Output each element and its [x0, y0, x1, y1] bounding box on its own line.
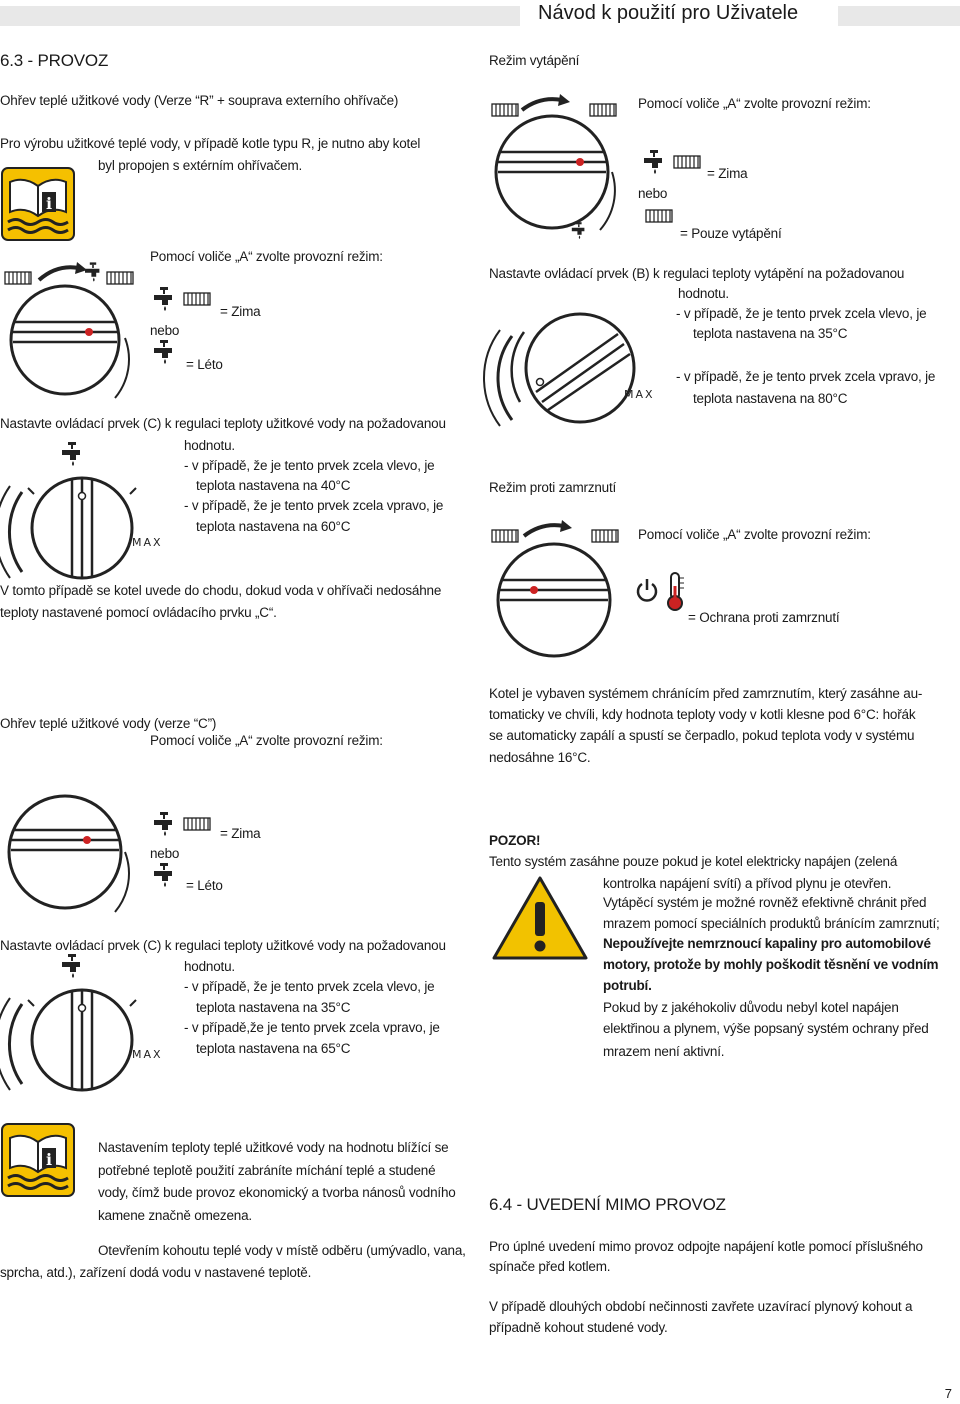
info-line-3: vody, čímž bude provoz ekonomický a tvorba nánosů vodního [98, 1185, 456, 1200]
selector-dial-a-r [5, 248, 145, 408]
info-line-5: Otevřením kohoutu teplé vody v místě odběru (umývadlo, vana, [98, 1243, 466, 1258]
info-book-icon [2, 168, 74, 240]
max-label: MAX [132, 1048, 163, 1061]
knob-c-r [0, 440, 175, 580]
c-zima-label: = Zima [220, 826, 261, 841]
frost-select-mode-text: Pomocí voliče „A“ zvolte provozní režim: [638, 527, 871, 542]
r-note-line-2: teploty nastavené pomocí ovládacího prvku „C“. [0, 605, 277, 620]
radiator-icon [646, 208, 676, 228]
c-left-line-1: - v případě, že je tento prvek zcela vlevo, je [184, 979, 435, 994]
zima-icons-heat [644, 150, 714, 180]
frost-desc-line-2: tomaticky ve chvíli, kdy hodnota teploty vody v kotli klesne pod 6°C: hořák [489, 707, 916, 722]
shutdown-line-3: V případě dlouhých období nečinnosti zavřete uzavírací plynový kohout a [489, 1299, 913, 1314]
thermometer-icon [664, 572, 686, 612]
section-title-shutdown: 6.4 - UVEDENÍ MIMO PROVOZ [489, 1195, 726, 1214]
frost-protection-label: = Ochrana proti zamrznutí [688, 610, 840, 625]
r-right-line-2: teplota nastavena na 60°C [196, 519, 351, 534]
max-label: MAX [624, 388, 655, 401]
r-adjust-line-2: hodnotu. [184, 438, 235, 453]
heat-only-label: = Pouze vytápění [680, 226, 782, 241]
warning-line-6: motory, protože by mohly poškodit těsnění ve vodním [603, 957, 939, 972]
warning-icon [490, 874, 590, 962]
frost-heading: Režim proti zamrznutí [489, 480, 617, 495]
heat-heading: Režim vytápění [489, 53, 580, 68]
frost-desc-line-1: Kotel je vybaven systémem chránícím před zamrznutím, který zasáhne au- [489, 686, 923, 701]
warning-line-7: potrubí. [603, 978, 652, 993]
selector-dial-a-frost [492, 508, 632, 658]
frost-desc-line-4: nedosáhne 16°C. [489, 750, 591, 765]
selector-dial-a-c [5, 782, 145, 922]
r-left-line-1: - v případě, že je tento prvek zcela vlevo, je [184, 458, 435, 473]
info-line-4: kamene značně omezena. [98, 1208, 252, 1223]
r-zima-label: = Zima [220, 304, 261, 319]
c-right-line-2: teplota nastavena na 65°C [196, 1041, 351, 1056]
power-icon [636, 578, 658, 602]
warning-line-3: Vytápěcí systém je možné rovněž efektivně chránit před [603, 895, 927, 910]
c-select-mode-text: Pomocí voliče „A“ zvolte provozní režim: [150, 733, 383, 748]
c-nebo-label: nebo [150, 846, 180, 861]
selector-dial-a-heat [492, 92, 632, 248]
tap-icon [154, 340, 184, 370]
max-label: MAX [132, 536, 163, 549]
info-book-icon [2, 1124, 74, 1196]
warning-heading: POZOR! [489, 833, 541, 848]
warning-line-1: Tento systém zasáhne pouze pokud je kotel elektricky napájen (zelená [489, 854, 898, 869]
warning-line-2: kontrolka napájení svítí) a přívod plynu je otevřen. [603, 876, 892, 891]
heat-right-line-2: teplota nastavena na 80°C [693, 391, 848, 406]
info-line-1: Nastavením teploty teplé užitkové vody na hodnotu blížící se [98, 1140, 449, 1155]
c-version-heading: Ohřev teplé užitkové vody (verze “C”) [0, 716, 217, 731]
r-leto-label: = Léto [186, 357, 223, 372]
tap-icon [154, 863, 184, 893]
r-right-line-1: - v případě, že je tento prvek zcela vpravo, je [184, 498, 444, 513]
knob-c-c [0, 952, 175, 1092]
shutdown-line-1: Pro úplné uvedení mimo provoz odpojte napájení kotle pomocí příslušného [489, 1239, 923, 1254]
r-nebo-label: nebo [150, 323, 180, 338]
c-right-line-1: - v případě,že je tento prvek zcela vpravo, je [184, 1020, 440, 1035]
heat-adjust-line-2: hodnotu. [678, 286, 729, 301]
heat-nebo-label: nebo [638, 186, 668, 201]
r-select-mode-text: Pomocí voliče „A“ zvolte provozní režim: [150, 249, 383, 264]
heat-left-line-2: teplota nastavena na 35°C [693, 326, 848, 341]
r-version-heading: Ohřev teplé užitkové vody (Verze “R” + souprava externího ohřívače) [0, 93, 399, 108]
heat-left-line-1: - v případě, že je tento prvek zcela vlevo, je [676, 306, 927, 321]
r-intro-line-1: Pro výrobu užitkové teplé vody, v případě kotle typu R, je nutno aby kotel [0, 136, 421, 151]
page-number: 7 [944, 1386, 952, 1401]
r-adjust-line-1: Nastavte ovládací prvek (C) k regulaci teploty užitkové vody na požadovanou [0, 416, 446, 431]
header-bar-left [0, 6, 520, 26]
r-left-line-2: teplota nastavena na 40°C [196, 478, 351, 493]
info-line-6: sprcha, atd.), zařízení dodá vodu v nastavené teplotě. [0, 1265, 312, 1280]
section-title-provoz: 6.3 - PROVOZ [0, 51, 109, 70]
r-note-line-1: V tomto případě se kotel uvede do chodu, dokud voda v ohřívači nedosáhne [0, 583, 442, 598]
r-intro-line-2: byl propojen s extérním ohřívačem. [98, 158, 303, 173]
zima-icons-r [154, 287, 224, 317]
c-adjust-line-2: hodnotu. [184, 959, 235, 974]
warning-line-5: Nepoužívejte nemrznoucí kapaliny pro automobilové [603, 936, 931, 951]
warning-line-10: mrazem není aktivní. [603, 1044, 725, 1059]
c-left-line-2: teplota nastavena na 35°C [196, 1000, 351, 1015]
header-bar-right [838, 6, 960, 26]
heat-adjust-line-1: Nastavte ovládací prvek (B) k regulaci teploty vytápění na požadovanou [489, 266, 905, 281]
zima-icons-c [154, 812, 224, 842]
page-header-title: Návod k použití pro Uživatele [538, 2, 799, 24]
heat-right-line-1: - v případě, že je tento prvek zcela vpravo, je [676, 369, 936, 384]
warning-line-9: elektřinou a plynem, výše popsaný systém ochrany před [603, 1021, 929, 1036]
info-line-2: potřebné teplotě použití zabráníte míchání teplé a studené [98, 1163, 436, 1178]
frost-desc-line-3: se automaticky zapálí a spustí se čerpadlo, pokud teplota vody v systému [489, 728, 915, 743]
shutdown-line-4: případně kohout studené vody. [489, 1320, 668, 1335]
c-leto-label: = Léto [186, 878, 223, 893]
warning-line-8: Pokud by z jakéhokoliv důvodu nebyl kotel napájen [603, 1000, 899, 1015]
heat-zima-label: = Zima [707, 166, 748, 181]
shutdown-line-2: spínače před kotlem. [489, 1259, 611, 1274]
warning-line-4: mrazem pomocí speciálních produktů bránícím zamrznutí; [603, 916, 940, 931]
heat-select-mode-text: Pomocí voliče „A“ zvolte provozní režim: [638, 96, 871, 111]
c-adjust-line-1: Nastavte ovládací prvek (C) k regulaci teploty užitkové vody na požadovanou [0, 938, 446, 953]
knob-b-heat [490, 296, 665, 436]
